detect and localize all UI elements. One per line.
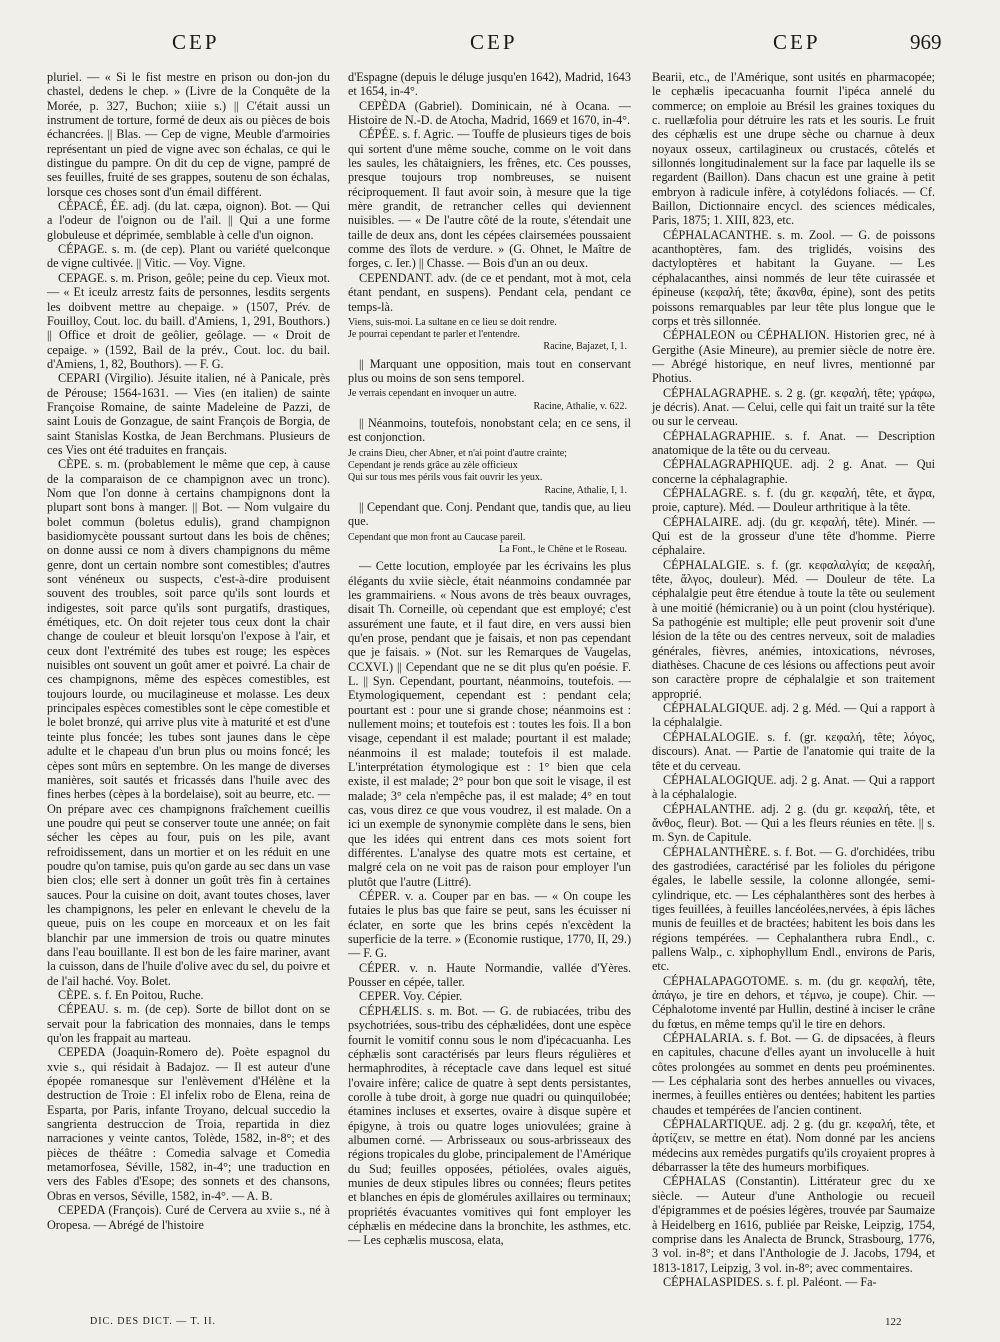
footer-signature: DIC. DES DICT. — T. II. <box>90 1316 217 1327</box>
entry-cephalagre: CÉPHALAGRE. s. f. (du gr. κεφαλή, tête, et ἄγρα, proie, capture). Méd. — Douleur arthritique à la tête. <box>652 485 935 515</box>
quotation <box>348 532 631 557</box>
quotation-line: Viens, suis-moi. La sultane en ce lieu se doit rendre. <box>348 316 557 328</box>
entry-cephaleon: CÉPHALEON ou CÉPHALION. Historien grec, né à Gergithe (Asie Mineure), au premier siècle de notre ère. — Abrégé historique, en neuf livres, mentionné par Photius. <box>652 328 935 386</box>
quotation <box>348 388 631 413</box>
entry-ceper-voy: CEPER. Voy. Cépier. <box>358 989 463 1004</box>
entry-cepe-ruche: CÈPE. s. f. En Poitou, Ruche. <box>57 988 204 1002</box>
entry-cep-continuation: pluriel. — « Si le fist mestre en prison ou don-jon du chastel, dedens le chep. » (Livre de la Conquête de la Morée, p. 327, Buchon; xiiie s.) || C'était aussi un instrument de torture, formé de deux ais ou pièces de bois échancrées. || Blas. — Cep de vigne, Meuble d'armoiries représentant un pied de vigne avec son échalas, ce qui le distingue du pampre. On dit du cep de vigne, pampré de ses feuilles, fruité de ses grappes, soutenu de son échalas, lorsque ces choses sont d'un émail différent. <box>47 70 330 199</box>
entry-ceper-vn: CÉPER. v. n. Haute Normandie, vallée d'Yères. Pousser en cépée, taller. <box>348 960 631 990</box>
quotation-source: Racine, Athalie, I, 1. <box>544 484 627 496</box>
entry-cepe: CÈPE. s. m. (probablement le même que cep, à cause de la comparaison de ce champignon avec un tronc). Nom que l'on donne à certains champignons dont la plupart sont bons à manger. || Bot. — Nom vulgaire du bolet commun (boletus edulis), grand champignon basidiomycète poussant surtout dans les bois de chênes; on donne aussi ce nom à divers champignons du même genre, dont un certain nombre sont comestibles; d'autres sont vénéneux ou suspects, c'est-à-dire produisent souvent des troubles, soit parce qu'ils sont lourds et indigestes, soit parce qu'ils sont purgatifs, drastiques, émétiques, etc. On doit rejeter tous ceux dont la chair change de couleur et bleuit lorsqu'on l'expose à l'air, et ceux dont l'extrémité des tubes est rouge; les espèces nuisibles ont souvent un goût amer et poivré. La chair de ces champignons, même des espèces comestibles, est toujours lourde, ou mucilagineuse et molasse. Les deux principales espèces comestibles sont le cèpe comestible et le bolet bronzé, qui arrive plus vite à maturité et est d'une teinte plus foncée; les tubes sont jaunes dans le cèpe adulte et le chapeau d'un brun plus ou moins foncé; les cèpes sont mûrs en septembre. On les mange de diverses manières, soit sautés et fricassés dans l'huile avec des fines herbes (cèpes à la bordelaise), soit au beurre, etc. — On prépare avec ces champignons fraîchement cueillis une poudre qui peut se conserver toute une année; on fait sécher les cèpes au four, puis on les pile, avant refroidissement, dans un mortier et on les réduit en une poudre qu'on tamise, puis qu'on garde au sec dans un vase bien clos; elle sert à donner un goût très fin à certaines sauces. Pour la cuisine on doit, avant toutes choses, laver les champignons, les peler en enlevant le chevelu de la queue, puis on les coupe en morceaux et on les fait blanchir par une immersion de trois ou quatre minutes dans l'eau bouillante. Il est bon de les faire mariner, avant la cuisson, dans de l'huile d'olive avec du sel, du poivre et de l'ail haché. Voy. Bolet. <box>47 457 330 988</box>
quotation-line: Je pourrai cependant te parler et l'entendre. <box>348 329 520 341</box>
entry-cepeda-francois: CEPEDA (François). Curé de Cervera au xviie s., né à Oropesa. — Abrégé de l'histoire <box>47 1203 330 1232</box>
entry-cephalaria: CÉPHALARIA. s. f. Bot. — G. de dipsacées, à fleurs en capitules, chacune d'elles ayant un involucelle à huit côtes prolongées au sommet en dents peu proéminentes. — Les céphalaria sont des herbes annuelles ou vivaces, inermes, à feuilles entières ou dentées; habitent les parties chaudes et tempérées de l'ancien continent. <box>652 1031 935 1117</box>
entry-cephalagraphique: CÉPHALAGRAPHIQUE. adj. 2 g. Anat. — Qui concerne la céphalagraphie. <box>652 457 935 486</box>
entry-cephalartique: CÉPHALARTIQUE. adj. 2 g. (du gr. κεφαλή, tête, et ἀρτίζειν, se mettre en état). Nom donné par les anciens médecins aux remèdes purgatifs qu'ils croyaient propres à débarrasser la tête des humeurs morbifiques. <box>652 1117 935 1175</box>
entry-cephalapagotome: CÉPHALAPAGOTOME. s. m. (du gr. κεφαλή, tête, ἀπάγω, je tire en dehors, et τέμνω, je coupe). Chir. — Céphalotome inventé par Hullin, destiné à inciser le crâne du fœtus, en même temps qu'il le tire en dehors. <box>652 973 935 1031</box>
running-head-left: CEP <box>172 30 220 54</box>
quotation-line: Cependant je rends grâce au zèle officieux <box>348 460 518 471</box>
entry-cepeau: CÉPEAU. s. m. (de cep). Sorte de billot dont on se servait pour la fabrication des monnaies, dans le temps qu'on les frappait au marteau. <box>47 1002 330 1046</box>
entry-cephalalgique: CÉPHALALGIQUE. adj. 2 g. Méd. — Qui a rapport à la céphalalgie. <box>652 701 935 730</box>
entry-cephalalgie: CÉPHALALGIE. s. f. (gr. κεφαλαλγία; de κεφαλή, tête, ἄλγος, douleur). Méd. — Douleur de tête. La céphalalgie peut être étendue à toute la tête ou seulement à une moitié (hémicranie) ou à un point (clou hystérique). Sa pathogénie est multiple; elle peut provenir soit d'une lésion de la tête ou des centres nerveux, soit de maladies générales, fièvres, anémies, intoxications, névroses, diathèses. Chacune de ces lésions ou affections peut avoir son caractère propre de céphalalgie et son traitement approprié. <box>652 557 935 701</box>
quotation-line: Je verrais cependant en invoquer un autre. <box>348 388 517 400</box>
quotation-line: Je crains Dieu, cher Abner, et n'ai point d'autre crainte; <box>348 447 567 459</box>
quotation-line: Cependant que mon front au Caucase pareil. <box>348 531 526 543</box>
quotation <box>348 317 631 354</box>
entry-cepage-prison: CEPAGE. s. m. Prison, geôle; peine du cep. Vieux mot. — « Et iceulz arrestz faits de personnes, lesdits sergents les doibvent mettre au chepaige. » (1507, Prév. de Fouilloy, Cout. loc. du baill. d'Amiens, 1, 291, Bouthors.) || Office et droit de geôlier, geôlage. — « Droit de cepaige. » (1592, Bail de la prév., Cout. loc. du bail. d'Amiens, 1, 82, Bouthors). — F. G. <box>47 270 330 371</box>
entry-cepeda-gabriel: CEPÈDA (Gabriel). Dominicain, né à Ocana. — Histoire de N.-D. de Atocha, Madrid, 1669 et 1670, in-4°. <box>348 98 631 128</box>
entry-cependant: CEPENDANT. adv. (de ce et pendant, mot à mot, cela étant pendant, en suspens). Pendant cela, pendant ce temps-là. <box>348 270 631 314</box>
quotation <box>348 448 631 497</box>
entry-cepeda-joaquin: CEPEDA (Joaquin-Romero de). Poète espagnol du xvie s., qui résidait à Badajoz. — Il est auteur d'une épopée romanesque sur l'enlèvement d'Hélène et la destruction de Troie : El infelix robo de Elena, reina de Esparta, por Paris, infante Troyano, delcual succedio la sangrienta destruccion de Troia, repartida in diez narraciones y veinte cantos, Tolède, 1582, in-8°; et des pièces de théâtre : Comedia salvage et Comedia metamorfosea, Séville, 1582, in-4°; une traduction en vers des Fables d'Esope; des sonnets et des chansons, Obras en versos, Séville, 1582, in-4°. — A. B. <box>47 1045 330 1203</box>
entry-cephalanthere: CÉPHALANTHÈRE. s. f. Bot. — G. d'orchidées, tribu des gastrodiées, caractérisé par les folioles du périgone égales, le labelle sessile, la colonne allongée, semi-cylindrique, etc. — Les céphalanthères sont des herbes à tiges feuillées, à feuilles lancéolées,nervées, à épis lâches munis de feuilles et de bractées; habitent les bois dans les régions tempérées. — Cephalanthera rubra Endl., c. pallens Walp., c. xiphophyllum Endl., environs de Paris, etc. <box>652 844 935 974</box>
footer-sheet-number: 122 <box>885 1316 902 1328</box>
entry-cephalalogique: CÉPHALALOGIQUE. adj. 2 g. Anat. — Qui a rapport à la céphalalogie. <box>652 772 935 802</box>
entry-cepage: CÉPAGE. s. m. (de cep). Plant ou variété quelconque de vigne cultivée. || Vitic. — Voy. Vigne. <box>47 242 330 271</box>
entry-cepee: CÉPÉE. s. f. Agric. — Touffe de plusieurs tiges de bois qui sortent d'une même souche, comme on le voit dans les saules, les châtaigniers, les frênes, etc. Ces pousses, presque toujours trop nombreuses, se nuisent réciproquement. Il faut avoir soin, à mesure que la tige mère grandit, de retrancher celles qui deviennent nuisibles. — « De l'autre côté de la route, s'étendait une taille de deux ans, dont les cépées clairsemées poussaient comme des îlots de verdure. » (G. Ohnet, le Maître de forges, c. Ier.) || Chasse. — Bois d'un an ou deux. <box>348 127 631 271</box>
entry-cephalaspides: CÉPHALASPIDES. s. f. pl. Paléont. — Fa- <box>662 1274 877 1289</box>
page-number: 969 <box>910 30 942 54</box>
entry-cephaelis-continuation: Bearii, etc., de l'Amérique, sont usités en pharmacopée; le cephælis ipecacuanha fournit l'ipéca annelé du commerce; on emploie au Brésil les graines toxiques du c. ruellæfolia pour détruire les rats et les souris. Le fruit des céphælis est une drupe sèche ou charnue à deux noyaux osseux, cartilagineux ou crustacés, côtelés et sillonnés longitudinalement sur la face par laquelle ils se regardent (Baillon). Dans chacun est une graine à petit embryon à radicule infère, à cotylédons foliacés. — Cf. Baillon, Dictionnaire encycl. des sciences médicales, Paris, 1875; 1. XIII, 823, etc. <box>652 70 935 228</box>
entry-cephalagraphe: CÉPHALAGRAPHE. s. 2 g. (gr. κεφαλή, tête; γράφω, je décris). Anat. — Celui, celle qui fait un traité sur la tête ou sur le cerveau. <box>652 385 935 429</box>
running-head-center: CEP <box>470 30 518 54</box>
column-left <box>47 70 330 1232</box>
entry-cephalacanthe: CÉPHALACANTHE. s. m. Zool. — G. de poissons acanthoptères, fam. des triglidés, voisins des dactyloptères et habitant la Guyane. — Les céphalacanthes, ainsi nommés de leur tête cuirassée et épineuse (κεφαλή, tête; ἄκανθα, épine), sont des petits poissons remarquables par leur tête plus longue que le corps et très sillonnée. <box>652 227 935 328</box>
entry-paragraph: || Cependant que. Conj. Pendant que, tandis que, au lieu que. <box>348 499 631 529</box>
quotation-source: La Font., le Chêne et le Roseau. <box>498 543 627 555</box>
running-head-right: CEP <box>773 30 821 54</box>
entry-cephalaire: CÉPHALAIRE. adj. (du gr. κεφαλή, tête). Minér. — Qui est de la grosseur d'une tête d'homme. Pierre céphalaire. <box>652 514 935 558</box>
entry-paragraph: || Néanmoins, toutefois, nonobstant cela; en ce sens, il est conjonction. <box>348 416 631 445</box>
entry-cephalas: CÉPHALAS (Constantin). Littérateur grec du xe siècle. — Auteur d'une Anthologie ou recueil d'épigrammes et de poésies légères, trouvée par Saumaize à Heidelberg en 1616, publiée par Reiske, Leipzig, 1754, comprise dans les Analecta de Brunck, Strasbourg, 1776, 3 vol. in-8°; et dans l'Anthologie de J. Jacobs, 1794, et 1813-1817, Leipzig, 3 vol. in-8°; avec commentaires. <box>652 1174 935 1275</box>
entry-ceper: CÉPER. v. a. Couper par en bas. — « On coupe les futaies le plus bas que faire se peut, sans les écuisser ni éclater, en sorte que les brins cepés n'excèdent la superficie de la terre. » (Economie rustique, 1770, II, 29.) — F. G. <box>348 889 631 961</box>
entry-cephalagraphie: CÉPHALAGRAPHIE. s. f. Anat. — Description anatomique de la tête ou du cerveau. <box>652 428 935 457</box>
column-right <box>652 70 935 1289</box>
entry-paragraph: || Marquant une opposition, mais tout en conservant plus ou moins de son sens temporel. <box>348 356 631 386</box>
quotation-source: Racine, Bajazet, I, 1. <box>543 341 627 353</box>
quotation-line: Qui sur tous mes périls vous fait ouvrir les yeux. <box>348 472 543 484</box>
entry-cepace: CÉPACÉ, ÉE. adj. (du lat. cæpa, oignon). Bot. — Qui a l'odeur de l'oignon ou de l'ail. || Qui a une forme globuleuse et déprimée, semblable à celle d'un oignon. <box>47 199 330 242</box>
entry-cepari: CEPARI (Virgilio). Jésuite italien, né à Panicale, près de Pérouse; 1564-1631. — Vies (en italien) de sainte Françoise Romaine, de sainte Madeleine de Pazzi, de saint Louis de Gonzague, de saint François de Borgia, de saint Stanislas Kostka, de Jean Berchmans. Plusieurs de ces Vies ont été traduites en français. <box>47 371 330 457</box>
quotation-source: Racine, Athalie, v. 622. <box>533 400 627 412</box>
entry-cephaelis: CÉPHÆLIS. s. m. Bot. — G. de rubiacées, tribu des psychotriées, sous-tribu des céphælidées, dont une espèce fournit le vomitif connu sous le nom d'ipécacuanha. Les céphælis sont caractérisés par leurs fleurs régulières et hermaphrodites, à réceptacle cave dans lequel est situé l'ovaire infère; calice de quatre à sept dents persistantes, corolle à tube droit, à gorge nue quadri ou quinquilobée; étamines incluses et exsertes, ovaire à disque supère et épigyne, à trois ou quatre loges uniovulées; graine à albumen corné. — Arbrisseaux ou sous-arbrisseaux des régions tropicales du globe, principalement de l'Amérique du Sud; feuilles opposées, pétiolées, ovales aiguës, munies de deux stipules libres ou connées; fleurs petites et blanches en épis de glomérules axillaires ou terminaux; propriétés évacuantes vomitives qui font employer les céphælis en médecine dans la bronchite, les asthmes, etc. — Les cephælis muscosa, elata, <box>348 1003 631 1248</box>
entry-paragraph: — Cette locution, employée par les écrivains les plus élégants du xviie siècle, était néanmoins condamnée par les grammairiens. « Nous avons de très beaux ouvrages, disait Th. Corneille, où cependant que est employé; c'est assurément une faute, et il faut dire, en vers aussi bien qu'en prose, pendant que je faisais, et non pas cependant que je faisais. » (Not. sur les Remarques de Vaugelas, CCXVI.) || Cependant que ne se dit plus qu'en poésie. F. L. || Syn. Cependant, pourtant, néanmoins, toutefois. — Etymologiquement, cependant est : pendant cela; pourtant est : pour une si grande chose; néanmoins est : nullement moins; et toutefois est : toutes les fois. Il a bon visage, cependant il est malade; pourtant il est malade; néanmoins il est malade; toutefois il est malade. L'interprétation étymologique est : 1° bien que cela existe, il est malade; 2° pour bon que soit le visage, il est malade; 3° cela n'empêche pas, il est malade; 4° en tout cas, vous direz ce que vous voudrez, il est malade. On a ici un exemple de synonymie complète dans le sens, bien que les idées qui entrent dans ces mots soient fort différentes. L'analyse des quatre mots est certaine, et malgré cela on ne voit pas de raison pour employer l'un plutôt que l'autre (Littré). <box>348 559 631 889</box>
entry-cephalalogie: CÉPHALALOGIE. s. f. (gr. κεφαλή, tête; λόγος, discours). Anat. — Partie de l'anatomie qui traite de la tête et du cerveau. <box>652 729 935 773</box>
column-middle <box>348 70 631 1248</box>
entry-cepeda-continuation: d'Espagne (depuis le déluge jusqu'en 1642), Madrid, 1643 et 1654, in-4°. <box>348 70 631 99</box>
entry-cephalanthe: CÉPHALANTHE. adj. 2 g. (du gr. κεφαλή, tête, et ἄνθος, fleur). Bot. — Qui a les fleurs réunies en tête. || s. m. Syn. de Capitule. <box>652 801 935 845</box>
